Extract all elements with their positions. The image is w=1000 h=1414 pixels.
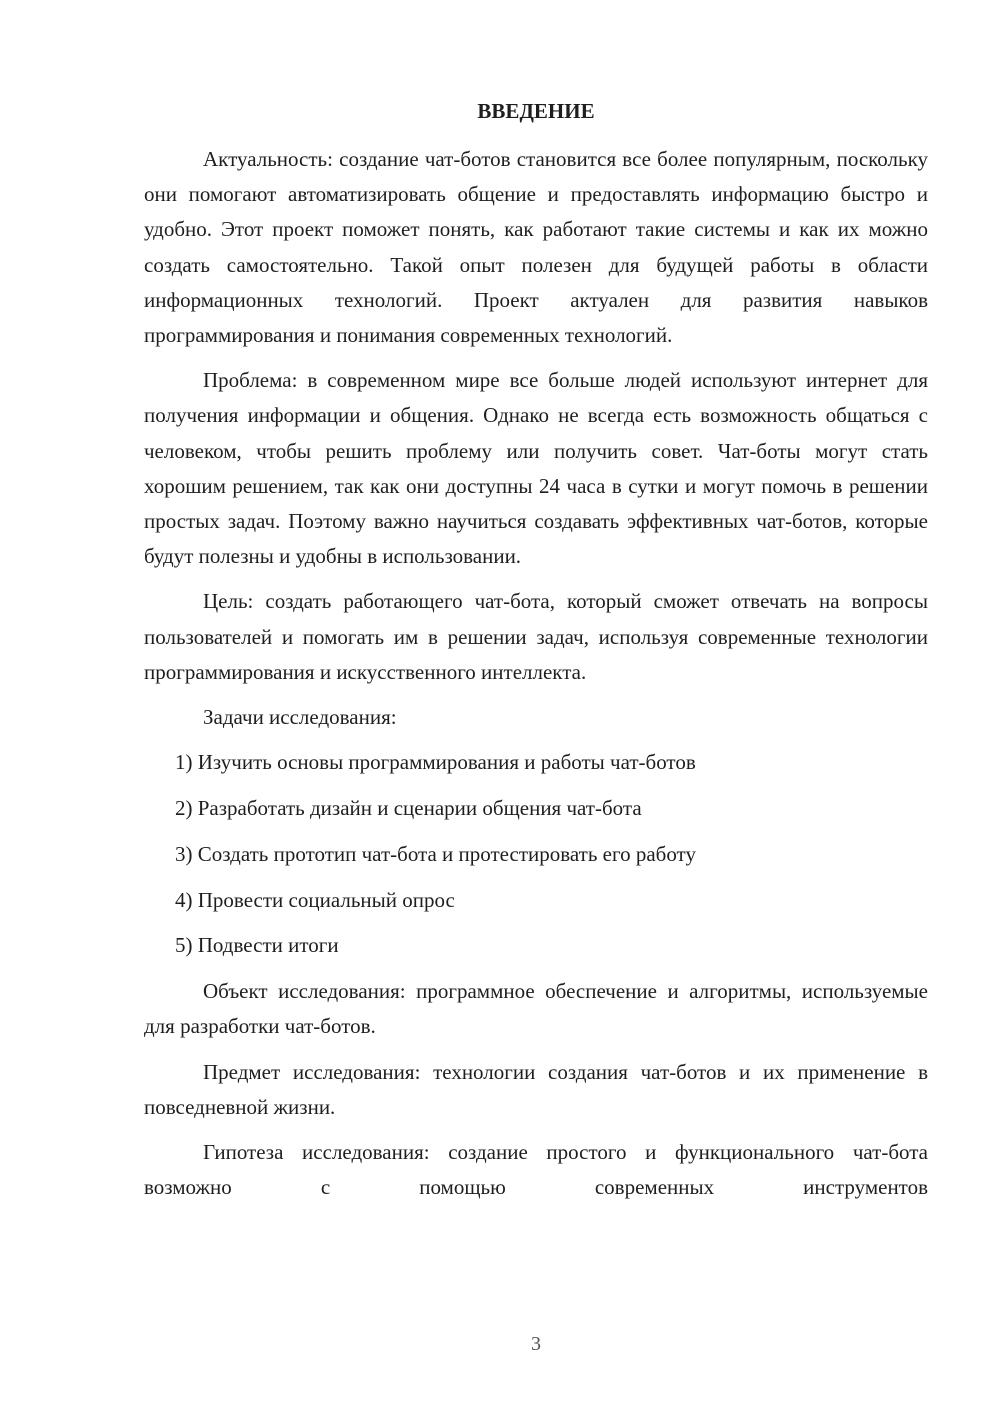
- paragraph-problem: Проблема: в современном мире все больше людей используют интернет для получения информации и общения. Однако не всегда есть возможность общаться с человеком, чтобы решить проблему или получить совет. Чат-боты могут стать хорошим решением, так как они доступны 24 часа в сутки и могут помочь в решении простых задач. Поэтому важно научиться создавать эффективных чат-ботов, которые будут полезны и удобны в использовании.: [144, 368, 928, 569]
- list-item: 5) Подвести итоги: [175, 933, 339, 958]
- list-item: 1) Изучить основы программирования и работы чат-ботов: [175, 750, 696, 775]
- paragraph-hypothesis: Гипотеза исследования: создание простого и функционального чат-бота возможно с помощью современных инструментов: [144, 1140, 928, 1200]
- list-item: 3) Создать прототип чат-бота и протестировать его работу: [175, 841, 696, 866]
- paragraph-relevance: Актуальность: создание чат-ботов становится все более популярным, поскольку они помогают автоматизировать общение и предоставлять информацию быстро и удобно. Этот проект поможет понять, как работают такие системы и как их можно создать самостоятельно. Такой опыт полезен для будущей работы в области информационных технологий. Проект актуален для развития навыков программирования и понимания современных технологий.: [144, 147, 928, 348]
- paragraph-object: Объект исследования: программное обеспечение и алгоритмы, используемые для разработки чат-ботов.: [144, 979, 928, 1039]
- paragraph-goal: Цель: создать работающего чат-бота, который сможет отвечать на вопросы пользователей и помогать им в решении задач, используя современные технологии программирования и искусственного интеллекта.: [144, 589, 928, 684]
- tasks-heading: Задачи исследования:: [203, 705, 397, 730]
- page-content: [144, 95, 928, 1215]
- list-item: 2) Разработать дизайн и сценарии общения чат-бота: [175, 796, 642, 821]
- list-item: 4) Провести социальный опрос: [175, 887, 455, 912]
- section-title: ВВЕДЕНИЕ: [477, 99, 595, 123]
- page-number: 3: [531, 1333, 541, 1355]
- paragraph-subject: Предмет исследования: технологии создания чат-ботов и их применение в повседневной жизни.: [144, 1059, 928, 1119]
- tasks-list: [144, 745, 928, 963]
